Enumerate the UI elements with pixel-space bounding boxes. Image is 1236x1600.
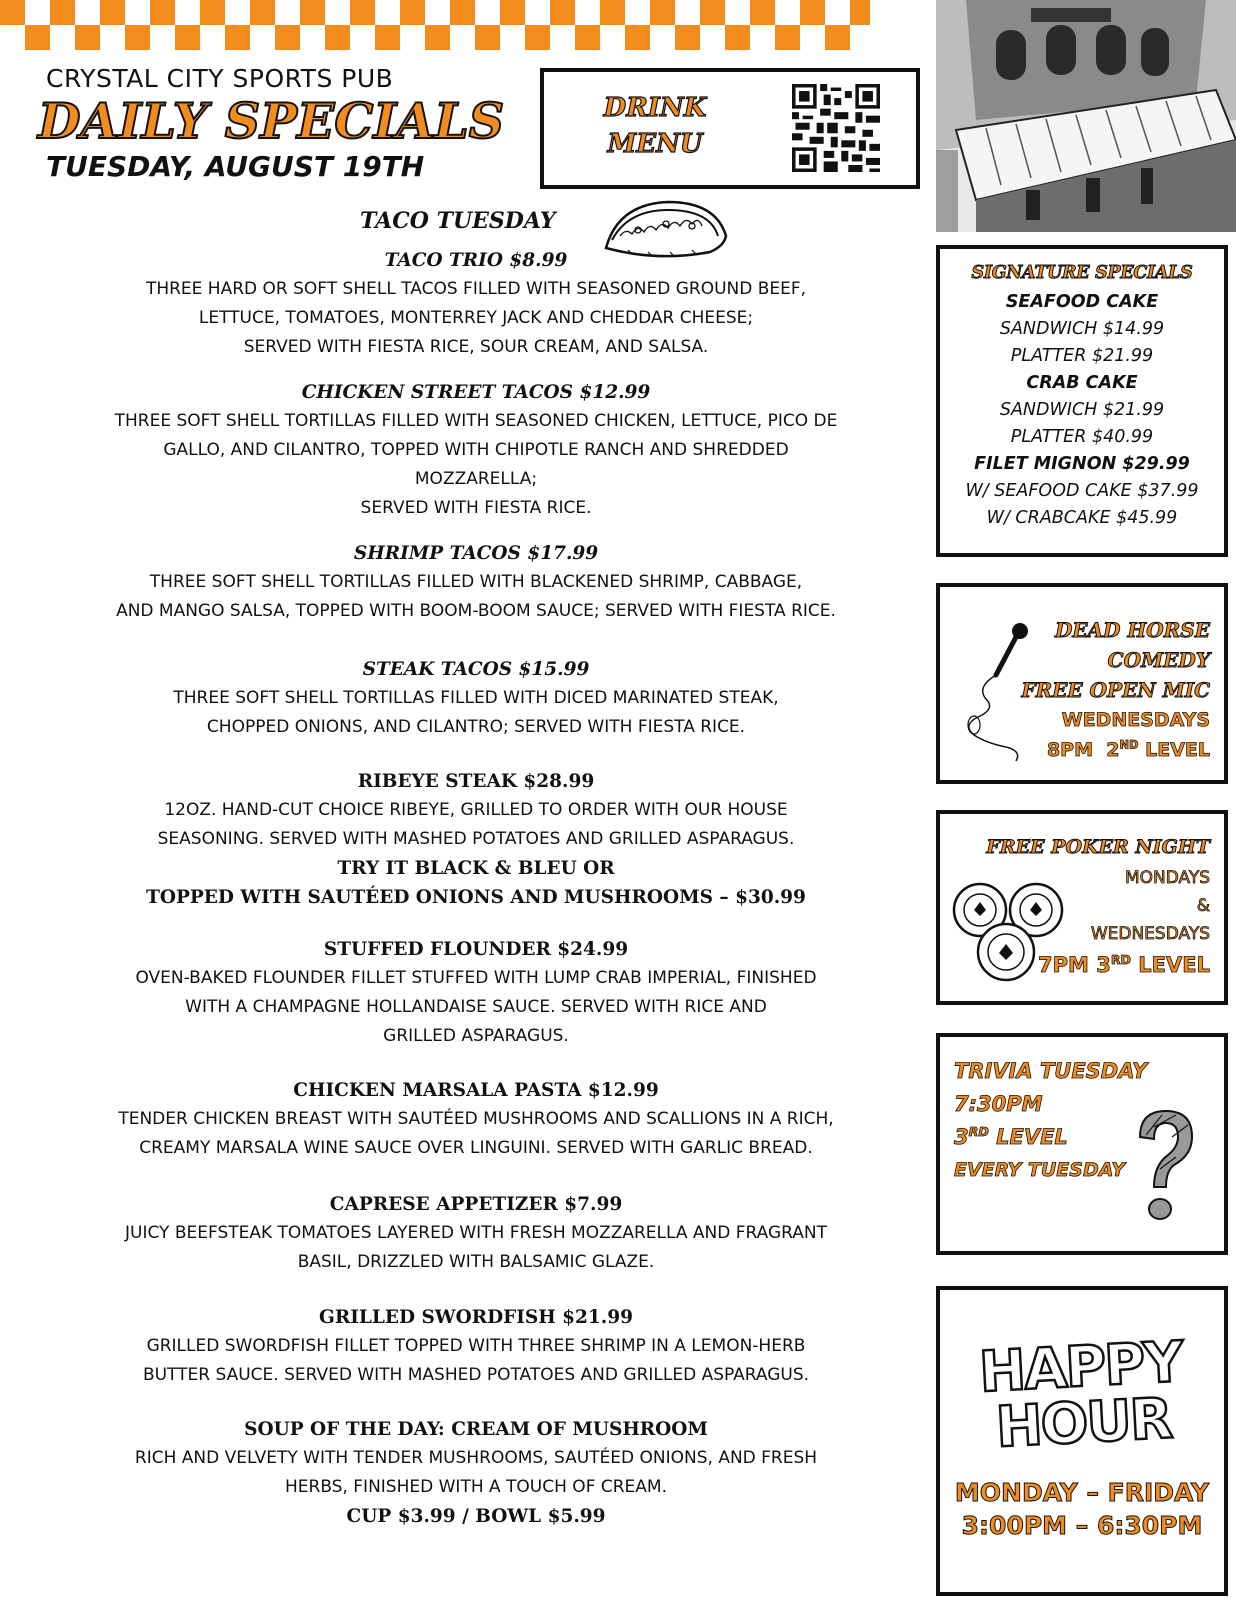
menu-item-desc: HERBS, FINISHED WITH A TOUCH OF CREAM. xyxy=(284,1477,667,1497)
menu-item xyxy=(30,1077,922,1163)
trivia-box xyxy=(936,1033,1228,1255)
menu-item-extra: TRY IT BLACK & BLEU OR xyxy=(337,858,615,879)
signature-line: CRAB CAKE xyxy=(1026,373,1138,393)
menu-item-desc: AND MANGO SALSA, TOPPED WITH BOOM-BOOM SAUCE; SERVED WITH FIESTA RICE. xyxy=(116,601,836,621)
menu-item-name: SOUP OF THE DAY: CREAM OF MUSHROOM xyxy=(244,1419,708,1440)
menu-item-desc: THREE SOFT SHELL TORTILLAS FILLED WITH DICED MARINATED STEAK, xyxy=(173,688,779,708)
poker-lines xyxy=(1038,864,1210,982)
menu-item-name: CHICKEN MARSALA PASTA $12.99 xyxy=(293,1080,659,1101)
trivia-freq: EVERY TUESDAY xyxy=(954,1159,1126,1181)
menu-item xyxy=(30,247,922,362)
menu-item-desc: TENDER CHICKEN BREAST WITH SAUTÉED MUSHROOMS AND SCALLIONS IN A RICH, xyxy=(118,1109,834,1129)
menu-item xyxy=(30,768,922,912)
drink-menu-label: DRINK MENU xyxy=(603,93,707,159)
menu-item xyxy=(30,1304,922,1390)
trivia-lines xyxy=(954,1055,1147,1187)
comedy-lines xyxy=(1021,615,1210,765)
poker-box xyxy=(936,810,1228,1005)
section-title: TACO TUESDAY xyxy=(360,208,556,234)
comedy-line1: DEAD HORSE xyxy=(1054,618,1210,642)
happy-hour-hours: 3:00PM – 6:30PM xyxy=(961,1511,1203,1540)
comedy-day: WEDNESDAYS xyxy=(1061,709,1210,731)
drink-menu-box[interactable] xyxy=(540,68,920,189)
poker-day1: MONDAYS xyxy=(1124,868,1210,888)
date: TUESDAY, AUGUST 19TH xyxy=(46,150,425,183)
menu-item-name: CHICKEN STREET TACOS $12.99 xyxy=(301,382,651,403)
menu-item-name: STEAK TACOS $15.99 xyxy=(362,659,590,680)
happy-hour-box xyxy=(936,1286,1228,1596)
signature-line: FILET MIGNON $29.99 xyxy=(974,454,1190,474)
menu-item-extra: CUP $3.99 / BOWL $5.99 xyxy=(346,1506,606,1527)
menu-item-desc: SERVED WITH FIESTA RICE. xyxy=(360,498,592,518)
menu-item-desc: THREE SOFT SHELL TORTILLAS FILLED WITH BLACKENED SHRIMP, CABBAGE, xyxy=(149,572,803,592)
menu-item xyxy=(30,936,922,1051)
menu-item xyxy=(30,540,922,626)
pub-name: CRYSTAL CITY SPORTS PUB xyxy=(46,64,394,93)
menu-item xyxy=(30,379,922,523)
menu-item-extra: TOPPED WITH SAUTÉED ONIONS AND MUSHROOMS – $30.99 xyxy=(146,887,806,908)
menu-item-desc: BASIL, DRIZZLED WITH BALSAMIC GLAZE. xyxy=(297,1252,655,1272)
menu-item-desc: CHOPPED ONIONS, AND CILANTRO; SERVED WITH FIESTA RICE. xyxy=(206,717,746,737)
menu-item xyxy=(30,656,922,742)
comedy-line2: COMEDY xyxy=(1107,648,1210,672)
menu-item-desc: WITH A CHAMPAGNE HOLLANDAISE SAUCE. SERVED WITH RICE AND xyxy=(185,997,767,1017)
signature-line: PLATTER $21.99 xyxy=(1010,346,1154,366)
menu-item-desc: JUICY BEEFSTEAK TOMATOES LAYERED WITH FRESH MOZZARELLA AND FRAGRANT xyxy=(124,1223,828,1243)
comedy-box xyxy=(936,583,1228,784)
signature-title: SIGNATURE SPECIALS xyxy=(971,263,1193,283)
menu-item-desc: MOZZARELLA; xyxy=(414,469,538,489)
signature-line: W/ SEAFOOD CAKE $37.99 xyxy=(965,481,1199,501)
happy-hour-days: MONDAY – FRIDAY xyxy=(954,1478,1210,1507)
signature-line: SEAFOOD CAKE xyxy=(1005,292,1159,312)
menu-item-name: STUFFED FLOUNDER $24.99 xyxy=(323,939,629,960)
menu-item-name: RIBEYE STEAK $28.99 xyxy=(357,771,595,792)
menu-item-name: TACO TRIO $8.99 xyxy=(384,250,568,271)
menu-item-desc: SERVED WITH FIESTA RICE, SOUR CREAM, AND SALSA. xyxy=(243,337,709,357)
poker-title: FREE POKER NIGHT xyxy=(986,836,1210,858)
menu-item-desc: SEASONING. SERVED WITH MASHED POTATOES AND GRILLED ASPARAGUS. xyxy=(157,829,795,849)
menu-item xyxy=(30,1416,922,1531)
signature-line: W/ CRABCAKE $45.99 xyxy=(986,508,1178,528)
menu-item-desc: GRILLED SWORDFISH FILLET TOPPED WITH THREE SHRIMP IN A LEMON-HERB xyxy=(146,1336,806,1356)
qr-code[interactable] xyxy=(792,84,880,172)
menu-item-name: CAPRESE APPETIZER $7.99 xyxy=(329,1194,623,1215)
poker-time: 7PM 3RD LEVEL xyxy=(1037,952,1210,977)
menu-item-desc: THREE HARD OR SOFT SHELL TACOS FILLED WITH SEASONED GROUND BEEF, xyxy=(145,279,807,299)
signature-line: SANDWICH $14.99 xyxy=(999,319,1165,339)
menu-item-desc: RICH AND VELVETY WITH TENDER MUSHROOMS, SAUTÉED ONIONS, AND FRESH xyxy=(134,1448,818,1468)
trivia-level: 3RD LEVEL xyxy=(954,1124,1068,1149)
menu-item xyxy=(30,1191,922,1277)
question-mark-icon xyxy=(1132,1107,1196,1227)
menu-item-desc: OVEN-BAKED FLOUNDER FILLET STUFFED WITH LUMP CRAB IMPERIAL, FINISHED xyxy=(135,968,817,988)
trivia-title: TRIVIA TUESDAY xyxy=(954,1059,1148,1083)
signature-list xyxy=(940,289,1224,532)
trivia-time: 7:30PM xyxy=(954,1092,1043,1116)
poker-amp: & xyxy=(1196,896,1210,916)
menu-item-desc: 12OZ. HAND-CUT CHOICE RIBEYE, GRILLED TO ORDER WITH OUR HOUSE xyxy=(164,800,788,820)
menu-item-desc: LETTUCE, TOMATOES, MONTERREY JACK AND CHEDDAR CHEESE; xyxy=(198,308,754,328)
menu-item-name: GRILLED SWORDFISH $21.99 xyxy=(319,1307,633,1328)
signature-line: PLATTER $40.99 xyxy=(1010,427,1154,447)
comedy-line3: FREE OPEN MIC xyxy=(1021,678,1210,702)
menu-item-desc: GRILLED ASPARAGUS. xyxy=(383,1026,569,1046)
menu-item-desc: THREE SOFT SHELL TORTILLAS FILLED WITH SEASONED CHICKEN, LETTUCE, PICO DE xyxy=(114,411,838,431)
happy-hour-times xyxy=(940,1476,1224,1542)
page-title: DAILY SPECIALS xyxy=(38,92,505,150)
menu-item-desc: BUTTER SAUCE. SERVED WITH MASHED POTATOES AND GRILLED ASPARAGUS. xyxy=(142,1365,810,1385)
checker-banner xyxy=(0,0,870,50)
menu-item-desc: CREAMY MARSALA WINE SAUCE OVER LINGUINI. SERVED WITH GARLIC BREAD. xyxy=(139,1138,813,1158)
pub-building-photo xyxy=(936,0,1236,232)
comedy-time: 8PM 2ND LEVEL xyxy=(1046,737,1210,761)
poker-day2: WEDNESDAYS xyxy=(1090,924,1210,944)
menu-item-desc: GALLO, AND CILANTRO, TOPPED WITH CHIPOTLE RANCH AND SHREDDED xyxy=(163,440,789,460)
happy-hour-title: HAPPY HOUR xyxy=(977,1329,1184,1461)
menu-item-name: SHRIMP TACOS $17.99 xyxy=(353,543,599,564)
signature-line: SANDWICH $21.99 xyxy=(999,400,1165,420)
signature-specials-box xyxy=(936,245,1228,557)
